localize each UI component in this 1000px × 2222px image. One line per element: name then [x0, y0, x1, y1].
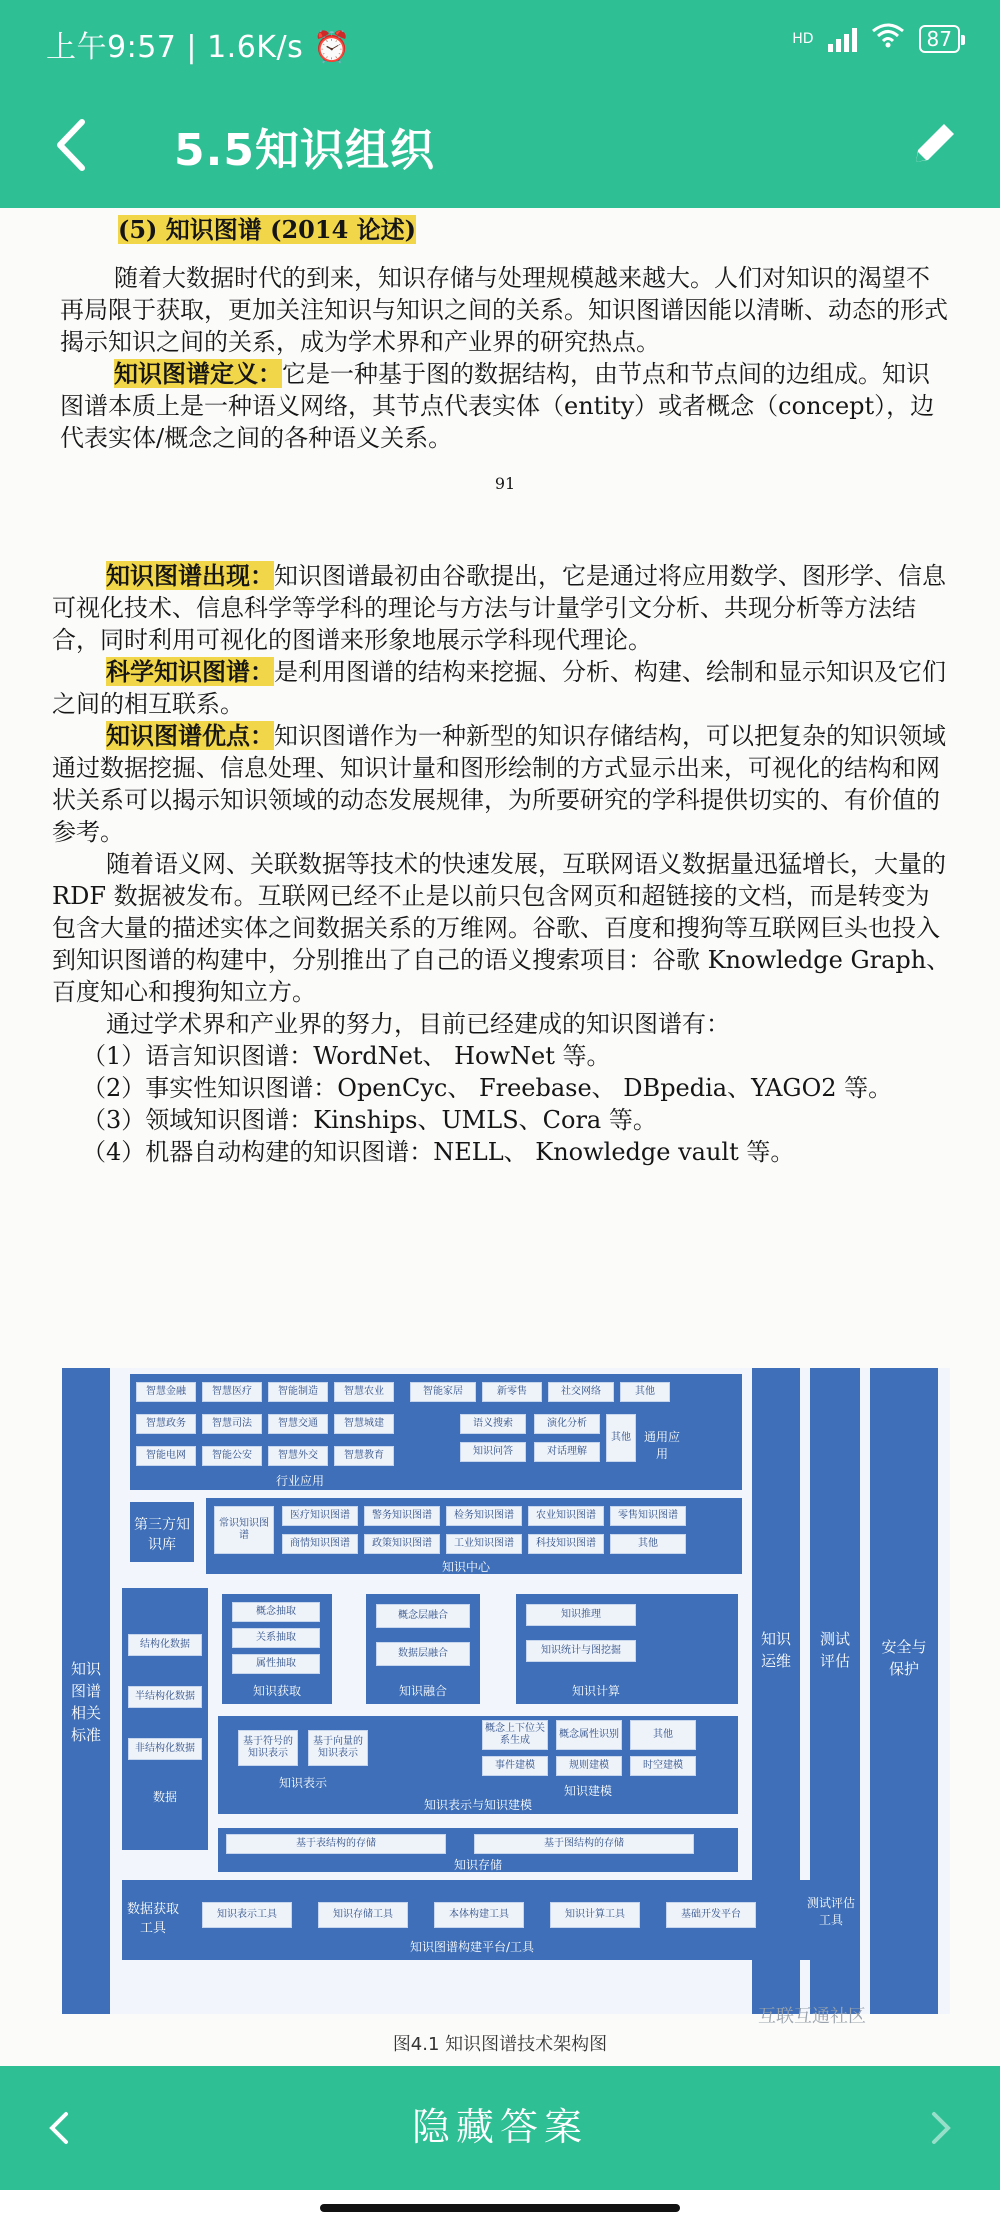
chevron-left-icon	[40, 2104, 80, 2152]
compute-item: 知识推理	[526, 1604, 636, 1626]
semantic-para: 随着语义网、关联数据等技术的快速发展，互联网语义数据量迅猛增长，大量的 RDF 数据被发布。互联网已经不止是以前只包含网页和超链接的文档，而是转变为包含大量的描述实体之间数据关系的万维网。谷歌、百度和搜狗等互联网巨头也投入到知识图谱的构建中，分别推出了自己的语义搜索项目：谷歌 Knowledge Graph、百度知心和搜狗知立方。	[52, 850, 951, 1006]
repr-model-block	[218, 1716, 738, 1814]
list-item: （4）机器自动构建的知识图谱：NELL、 Knowledge vault 等。	[82, 1138, 795, 1166]
built-intro: 通过学术界和产业界的努力，目前已经建成的知识图谱有：	[106, 1010, 730, 1038]
center-item: 警务知识图谱	[364, 1506, 440, 1526]
industry-block	[130, 1374, 742, 1490]
watermark-text: 互联互通社区	[758, 2006, 866, 2027]
storage-block	[218, 1828, 738, 1872]
repr-label: 知识表示	[278, 1776, 327, 1790]
compute-label: 知识计算	[571, 1684, 620, 1698]
industry-item: 智能家居	[410, 1382, 476, 1402]
advantage-para: 知识图谱优点：知识图谱作为一种新型的知识存储结构，可以把复杂的知识领域通过数据挖掘、信息处理、知识计量和图形绘制的方式显示出来，可视化的结构和网状关系可以揭示知识领域的动态发展规律，为所要研究的学科提供切实的、有价值的参考。	[52, 721, 946, 846]
data-item: 结构化数据	[128, 1634, 202, 1656]
model-item: 时空建模	[630, 1756, 696, 1776]
model-item: 其他	[630, 1720, 696, 1750]
page-title: 5.5知识组织	[174, 125, 435, 176]
industry-label: 行业应用	[275, 1474, 324, 1488]
list-item: （2）事实性知识图谱：OpenCyc、 Freebase、 DBpedia、YAGO2 等。	[82, 1074, 893, 1102]
definition-para: 知识图谱定义：它是一种基于图的数据结构，由节点和节点间的边组成。知识图谱本质上是一种语义网络，其节点代表实体（entity）或者概念（concept），边代表实体/概念之间的各种语义关系。	[60, 359, 935, 452]
center-label: 知识中心	[441, 1560, 490, 1574]
industry-item: 社交网络	[548, 1382, 614, 1402]
platform-item: 知识表示工具	[202, 1902, 292, 1928]
knowledge-center-block	[206, 1498, 742, 1574]
fusion-item: 数据层融合	[376, 1642, 470, 1666]
model-item: 概念上下位关系生成	[482, 1720, 548, 1750]
next-button[interactable]	[920, 2104, 960, 2152]
industry-item: 智慧城建	[334, 1414, 394, 1434]
acquisition-block	[222, 1594, 332, 1704]
industry-item: 其他	[620, 1382, 670, 1402]
industry-item: 智能制造	[268, 1382, 328, 1402]
previous-button[interactable]	[40, 2104, 80, 2152]
industry-item: 智慧农业	[334, 1382, 394, 1402]
industry-item: 新零售	[482, 1382, 542, 1402]
figure-caption: 图4.1 知识图谱技术架构图	[392, 2034, 608, 2055]
model-item: 事件建模	[482, 1756, 548, 1776]
status-icons	[792, 22, 960, 55]
storage-item: 基于表结构的存储	[226, 1834, 446, 1854]
center-item: 政策知识图谱	[364, 1534, 440, 1554]
platform-right: 测试评估工具	[806, 1896, 855, 1927]
model-item: 规则建模	[556, 1756, 622, 1776]
center-item: 农业知识图谱	[528, 1506, 604, 1526]
section-heading: (5) 知识图谱 (2014 论述)	[118, 215, 416, 244]
chevron-left-icon	[44, 112, 104, 178]
general-item: 其他	[606, 1414, 636, 1462]
status-time-speed: 上午9:57 | 1.6K/s ⏰	[46, 30, 352, 65]
general-item: 演化分析	[534, 1414, 600, 1434]
edit-button[interactable]	[904, 114, 964, 174]
test-column: 测试评估	[810, 1368, 860, 2014]
network-speed: 1.6K/s	[207, 30, 304, 65]
third-party-block: 第三方知识库	[130, 1502, 194, 1562]
industry-item: 智慧医疗	[202, 1382, 262, 1402]
center-item: 科技知识图谱	[528, 1534, 604, 1554]
platform-item: 知识存储工具	[318, 1902, 408, 1928]
list-item: （1）语言知识图谱：WordNet、 HowNet 等。	[82, 1042, 611, 1070]
industry-item: 智慧政务	[136, 1414, 196, 1434]
center-item: 检务知识图谱	[446, 1506, 522, 1526]
battery-icon: 87	[919, 25, 960, 53]
compute-item: 知识统计与图挖掘	[526, 1640, 636, 1662]
general-item: 知识问答	[460, 1442, 526, 1462]
fusion-item: 概念层融合	[376, 1604, 470, 1628]
wifi-icon	[871, 22, 905, 55]
page1-section	[60, 214, 950, 500]
acquisition-item: 概念抽取	[232, 1602, 320, 1622]
general-item: 语义搜索	[460, 1414, 526, 1434]
repr-item: 基于向量的知识表示	[308, 1730, 368, 1766]
platform-block	[122, 1880, 860, 1960]
acquisition-label: 知识获取	[252, 1684, 301, 1698]
model-item: 概念属性识别	[556, 1720, 622, 1750]
repr-model-label: 知识表示与知识建模	[423, 1798, 532, 1812]
list-item: （3）领域知识图谱：Kinships、UMLS、Cora 等。	[82, 1106, 657, 1134]
standards-column: 知识图谱相关标准	[62, 1368, 110, 2014]
architecture-diagram	[62, 1368, 950, 2014]
data-label: 数据	[152, 1790, 177, 1804]
science-para: 科学知识图谱：是利用图谱的结构来挖掘、分析、构建、绘制和显示知识及它们之间的相互联系。	[52, 657, 946, 718]
industry-item: 智能电网	[136, 1446, 196, 1466]
platform-item: 知识计算工具	[550, 1902, 640, 1928]
storage-label: 知识存储	[453, 1858, 502, 1872]
app-bar	[0, 84, 1000, 208]
page-number: 91	[494, 474, 516, 493]
center-item: 零售知识图谱	[610, 1506, 686, 1526]
ops-column: 知识运维	[752, 1368, 800, 2014]
home-indicator[interactable]	[320, 2204, 680, 2212]
general-item: 对话理解	[534, 1442, 600, 1462]
industry-item: 智慧交通	[268, 1414, 328, 1434]
center-item: 医疗知识图谱	[282, 1506, 358, 1526]
general-label: 通用应用	[643, 1430, 680, 1461]
status-bar	[0, 0, 1000, 84]
center-item: 其他	[610, 1534, 686, 1554]
compute-block	[516, 1594, 738, 1704]
repr-item: 基于符号的知识表示	[238, 1730, 298, 1766]
chevron-right-icon	[920, 2104, 960, 2152]
platform-item: 基础开发平台	[666, 1902, 756, 1928]
pencil-icon	[904, 114, 964, 174]
page2-section	[52, 560, 952, 1168]
hide-answer-button[interactable]: 隐藏答案	[411, 2105, 588, 2149]
storage-item: 基于图结构的存储	[474, 1834, 694, 1854]
platform-label: 知识图谱构建平台/工具	[409, 1940, 535, 1954]
center-item: 工业知识图谱	[446, 1534, 522, 1554]
bottom-bar	[0, 2066, 1000, 2190]
data-item: 半结构化数据	[128, 1686, 202, 1708]
signal-icon	[828, 26, 857, 52]
data-item: 非结构化数据	[128, 1738, 202, 1760]
origin-para: 知识图谱出现：知识图谱最初由谷歌提出，它是通过将应用数学、图形学、信息可视化技术、信息科学等学科的理论与方法与计量学引文分析、共现分析等方法结合，同时利用可视化的图谱来形象地展示学科现代理论。	[52, 561, 946, 654]
acquisition-item: 关系抽取	[232, 1628, 320, 1648]
para-intro: 随着大数据时代的到来，知识存储与处理规模越来越大。人们对知识的渴望不再局限于获取，更加关注知识与知识之间的关系。知识图谱因能以清晰、动态的形式揭示知识之间的关系，成为学术界和产业界的研究热点。	[60, 264, 948, 356]
security-column: 安全与保护	[870, 1368, 938, 2014]
clock: 上午9:57	[46, 30, 177, 65]
industry-item: 智慧金融	[136, 1382, 196, 1402]
alarm-icon: ⏰	[313, 30, 352, 65]
industry-item: 智慧司法	[202, 1414, 262, 1434]
center-item: 常识知识图谱	[214, 1506, 274, 1554]
hd-label: HD	[792, 30, 814, 47]
data-block	[122, 1588, 208, 1850]
industry-item: 智慧教育	[334, 1446, 394, 1466]
center-item: 商情知识图谱	[282, 1534, 358, 1554]
industry-item: 智能公安	[202, 1446, 262, 1466]
fusion-block	[366, 1594, 480, 1704]
fusion-label: 知识融合	[398, 1684, 447, 1698]
platform-left: 数据获取工具	[126, 1902, 179, 1936]
platform-item: 本体构建工具	[434, 1902, 524, 1928]
model-label: 知识建模	[563, 1784, 612, 1798]
acquisition-item: 属性抽取	[232, 1654, 320, 1674]
back-button[interactable]	[44, 112, 104, 178]
industry-item: 智慧外交	[268, 1446, 328, 1466]
